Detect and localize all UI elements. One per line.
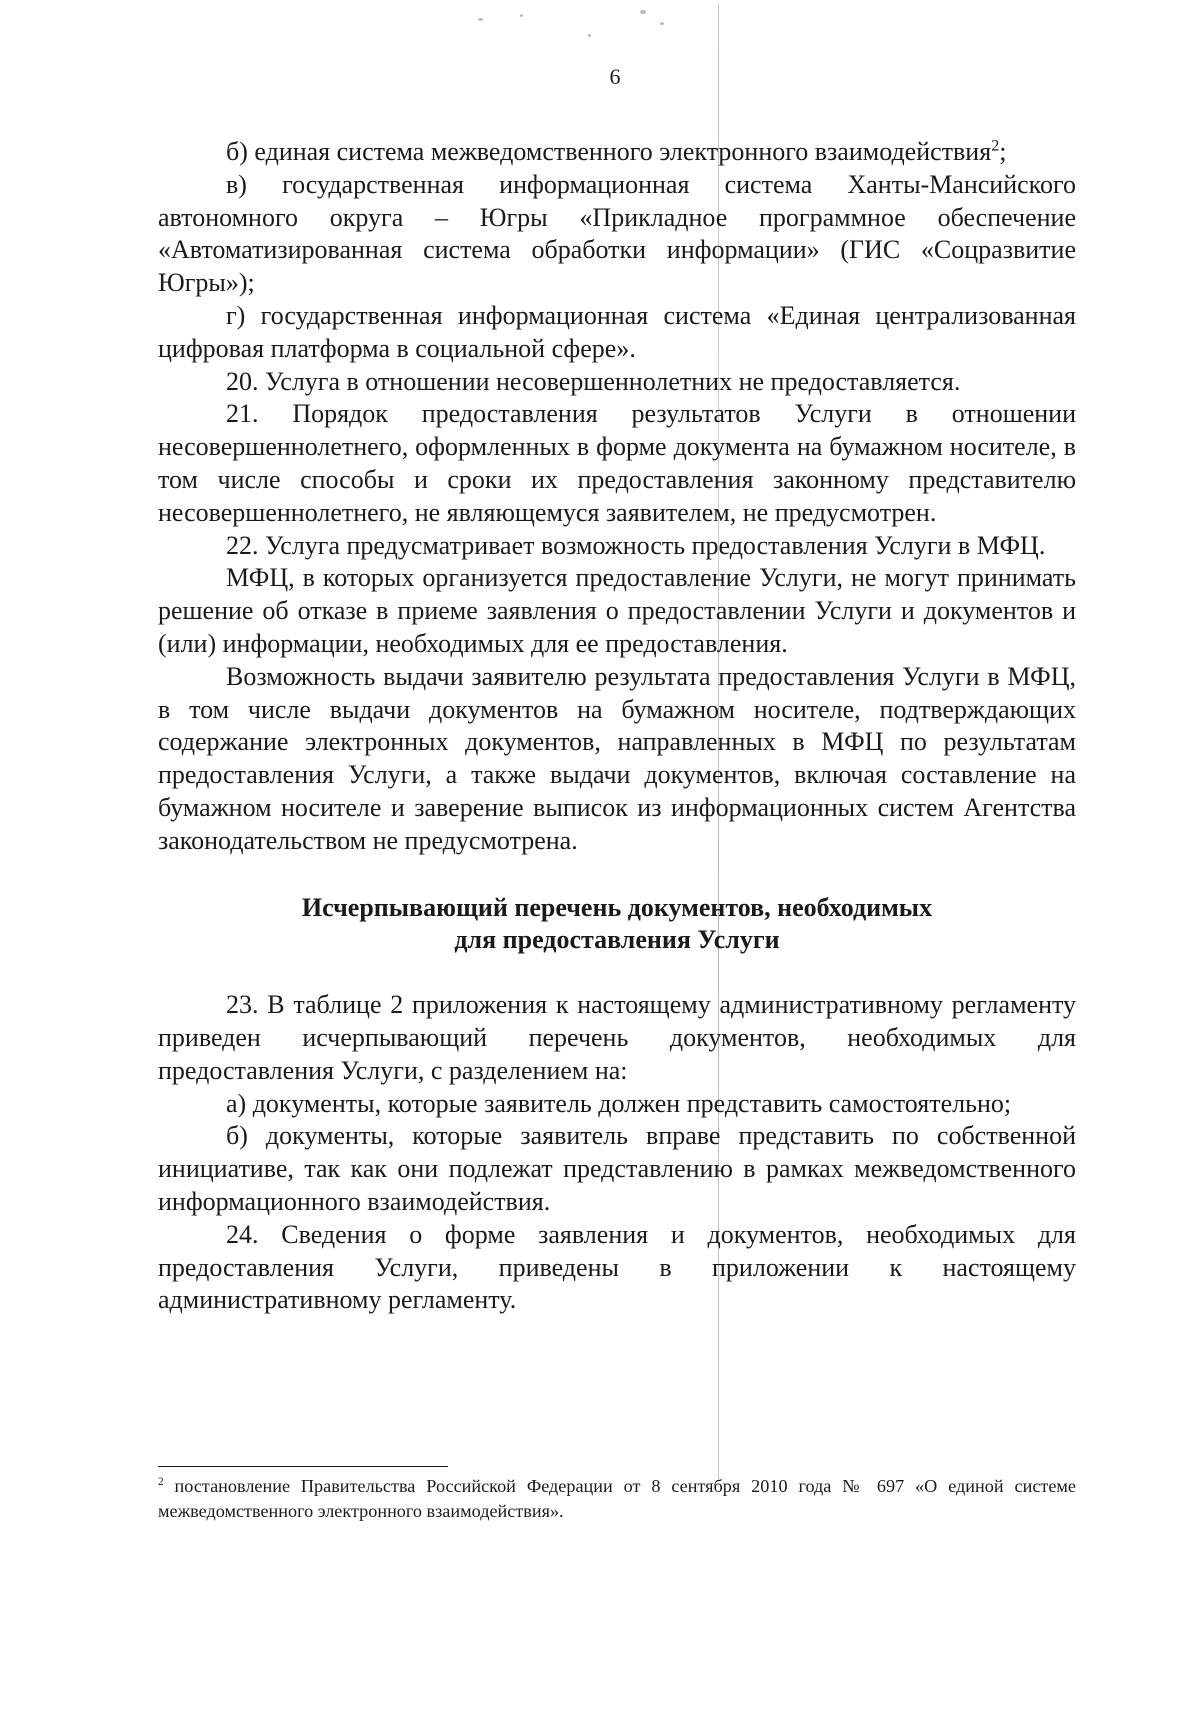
paragraph-item-g: г) государственная информационная система «Единая централизованная цифровая платформа в социальной сфере». xyxy=(158,300,1076,363)
paragraph-23: 23. В таблице 2 приложения к настоящему административному регламенту приведен исчерпывающий перечень документов, необходимых для предоставления Услуги, с разделением на: xyxy=(158,990,1076,1085)
section-heading-line-2: для предоставления Услуги xyxy=(454,925,780,955)
scan-speck xyxy=(660,22,664,25)
scan-speck xyxy=(640,10,646,14)
paragraph-punctuation: ; xyxy=(999,137,1007,166)
paragraph-item-b xyxy=(158,136,1076,169)
paragraph-issuance: Возможность выдачи заявителю результата предоставления Услуги в МФЦ, в том числе выдачи документов на бумажном носителе, подтверждающих содержание электронных документов, направленных в МФЦ по результатам предоставления Услуги, а также выдачи документов, включая составление на бумажном носителе и заверение выписок из информационных систем Агентства законодательством не предусмотрена. xyxy=(158,661,1076,855)
paragraph-text: б) единая система межведомственного электронного взаимодействия xyxy=(226,137,992,166)
paragraph-24: 24. Сведения о форме заявления и документов, необходимых для предоставления Услуги, приведены в приложении к настоящему административному регламенту. xyxy=(158,1219,1076,1315)
scan-speck xyxy=(478,18,483,21)
section-heading xyxy=(158,892,1076,958)
document-body xyxy=(158,136,1076,1317)
paragraph-22: 22. Услуга предусматривает возможность предоставления Услуги в МФЦ. xyxy=(226,530,1046,560)
scan-speck xyxy=(520,14,523,17)
paragraph-23-b: б) документы, которые заявитель вправе представить по собственной инициативе, так как они подлежат представлению в рамках межведомственного информационного взаимодействия. xyxy=(158,1121,1076,1216)
footnote xyxy=(158,1474,1076,1524)
page-number: 6 xyxy=(609,64,621,89)
footnote-reference: 2 xyxy=(991,137,1000,155)
paragraph-item-v: в) государственная информационная система Ханты-Мансийского автономного округа – Югры «Прикладное программное обеспечение «Автоматизированная система обработки информации» (ГИС «Соцразвитие Югры»); xyxy=(158,169,1076,298)
paragraph-21: 21. Порядок предоставления результатов Услуги в отношении несовершеннолетнего, оформленных в форме документа на бумажном носителе, в том числе способы и сроки их предоставления законному представителю несовершеннолетнего, не являющемуся заявителем, не предусмотрен. xyxy=(158,399,1076,527)
footnote-text: постановление Правительства Российской Федерации от 8 сентября 2010 года № 697 «О единой системе межведомственного электронного взаимодействия». xyxy=(158,1476,1076,1521)
paragraph-mfc: МФЦ, в которых организуется предоставление Услуги, не могут принимать решение об отказе в приеме заявления о предоставлении Услуги и документов и (или) информации, необходимых для ее предоставления. xyxy=(158,563,1076,658)
scan-speck xyxy=(588,34,591,37)
paragraph-23-a: а) документы, которые заявитель должен представить самостоятельно; xyxy=(226,1088,1012,1118)
footnote-separator xyxy=(158,1466,448,1467)
paragraph-20: 20. Услуга в отношении несовершеннолетних не предоставляется. xyxy=(226,366,961,396)
section-heading-line-1: Исчерпывающий перечень документов, необходимых xyxy=(301,892,933,922)
footnote-mark: 2 xyxy=(158,1475,164,1488)
